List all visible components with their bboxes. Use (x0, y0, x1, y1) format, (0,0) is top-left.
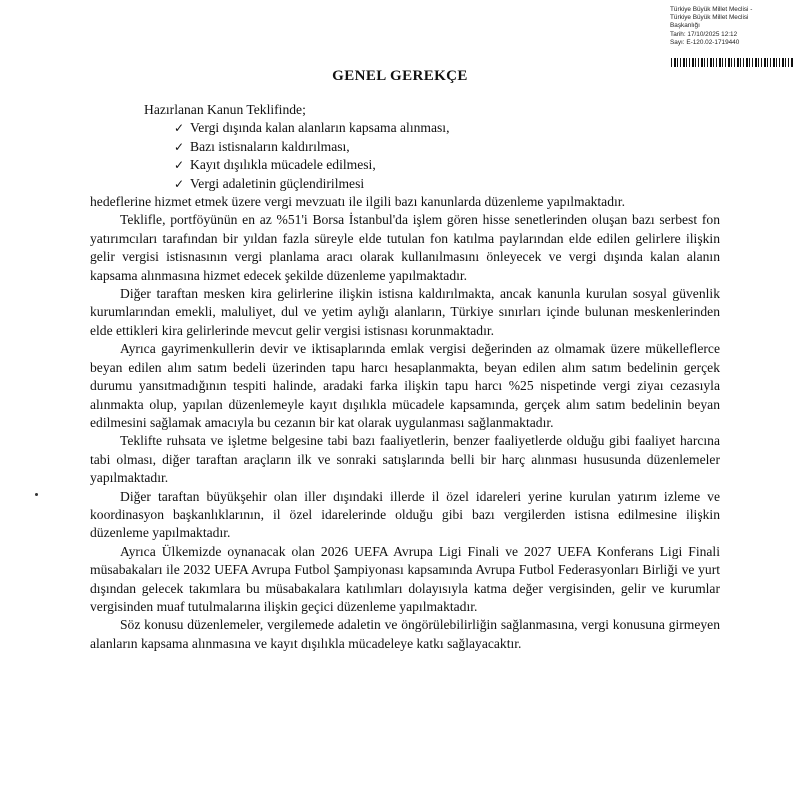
paragraph-conclusion: Söz konusu düzenlemeler, vergilemede adaletin ve öngörülebilirliğin sağlanmasına, vergi konusuna girmeyen alanların kapsama alınmasına ve kayıt dışılıkla mücadeleye katkı sağlayacaktır. (90, 617, 720, 651)
checkmark-icon: ✓ (174, 121, 185, 136)
checklist-item-text: Kayıt dışılıkla mücadele edilmesi, (190, 157, 376, 173)
paragraph-investment-monitoring: Diğer taraftan büyükşehir olan iller dışındaki illerde il özel idareleri yerine kurulan yatırım izleme ve koordinasyon başkanlıklarının, il özel idarelerinde olduğu gibi bazı vergilerden istisna edilmesine ilişkin düzenleme yapılmaktadır. (90, 488, 720, 541)
stamp-number: Sayı: E-120.02-1719440 (670, 38, 740, 46)
paragraph-title-deed-fee: Ayrıca gayrimenkullerin devir ve iktisaplarında emlak vergisi değerinden az olmamak üzere mükelleflerce beyan edilen alım satım bedeli üzerinden tapu harcı hesaplanmakta, beyan edilen alım satım bedelinin gerçek durumu yansıtmadığının tespiti halinde, aradaki farka ilişkin tapu harcı %25 nispetinde vergi ziyaı cezasıyla alınmakta olup, yapılan düzenlemeyle kayıt dışılıkla mücadele kapsamında, gerçek alım satım bedelinin beyan edilmesini sağlamak amacıyla bu cezanın bir kat olarak uygulanması sağlanmaktadır. (90, 341, 720, 430)
paragraph-rent-income: Diğer taraftan mesken kira gelirlerine ilişkin istisna kaldırılmakta, ancak kanunla kurulan sosyal güvenlik kurumlarından emekli, maluliyet, dul ve yetim aylığı alanların, Türkiye sınırları içinde bulunan meskenlerinden elde ettikleri kira gelirlerinde mevcut gelir vergisi istisnası korunmaktadır. (90, 286, 720, 338)
checkmark-icon: ✓ (174, 139, 185, 154)
checklist-item-text: Bazı istisnaların kaldırılması, (190, 138, 350, 154)
checklist-item (174, 175, 720, 193)
stamp-line: Türkiye Büyük Millet Meclisi - (670, 6, 753, 13)
objectives-checklist (90, 119, 720, 193)
document-title: GENEL GEREKÇE (332, 68, 468, 84)
checklist-item-text: Vergi adaletinin güçlendirilmesi (190, 175, 365, 191)
paragraph-business-fee: Teklifte ruhsata ve işletme belgesine tabi bazı faaliyetlerin, benzer faaliyetlerde olduğu gibi faaliyet harcına tabi olması, diğer taraftan araçların ilk ve sonraki satışlarında belli bir harç alınması hususunda düzenlemeler yapılmaktadır. (90, 433, 720, 486)
checklist-item (174, 119, 720, 137)
margin-mark (35, 493, 38, 496)
barcode (671, 58, 793, 67)
checkmark-icon: ✓ (174, 176, 185, 191)
registry-stamp (670, 6, 794, 47)
stamp-line: Türkiye Büyük Millet Meclisi (670, 14, 749, 22)
checklist-item-text: Vergi dışında kalan alanların kapsama alınması, (190, 120, 450, 136)
intro-line: Hazırlanan Kanun Teklifinde; (144, 102, 306, 117)
checklist-item (174, 138, 720, 156)
checkmark-icon: ✓ (174, 158, 185, 173)
stamp-date: Tarih: 17/10/2025 12:12 (670, 30, 738, 38)
document-body (90, 101, 720, 653)
checklist-item (174, 156, 720, 174)
stamp-line: Başkanlığı (670, 22, 700, 30)
paragraph-fund-exemption: Teklifle, portföyünün en az %51'i Borsa İstanbul'da işlem gören hisse senetlerinden oluşan bazı serbest fon yatırımcıları tarafından bir yıldan fazla süreyle elde tutulan fon katılma paylarından elde edilen gelirlere ilişkin gelir vergisi istisnasının vergi planlama aracı olarak kullanılmasını önleyecek ve vergi dışında kalan alanın kapsama alınmasına hizmet edecek şekilde düzenleme yapılmaktadır. (90, 212, 720, 283)
paragraph-uefa-exemption: Ayrıca Ülkemizde oynanacak olan 2026 UEFA Avrupa Ligi Finali ve 2027 UEFA Konferans Ligi Finali müsabakaları ile 2032 UEFA Avrupa Futbol Şampiyonası kapsamında Avrupa Futbol Federasyonları Birliği ve yurt dışından gelecek takımlara bu müsabakalara katılımları dolayısıyla katma değer vergisinden, gelir ve kurumlar vergisinden muaf tutulmalarına ilişkin geçici düzenleme yapılmaktadır. (90, 543, 720, 614)
intro-continuation: hedeflerine hizmet etmek üzere vergi mevzuatı ile ilgili bazı kanunlarda düzenleme yapılmaktadır. (90, 194, 625, 210)
